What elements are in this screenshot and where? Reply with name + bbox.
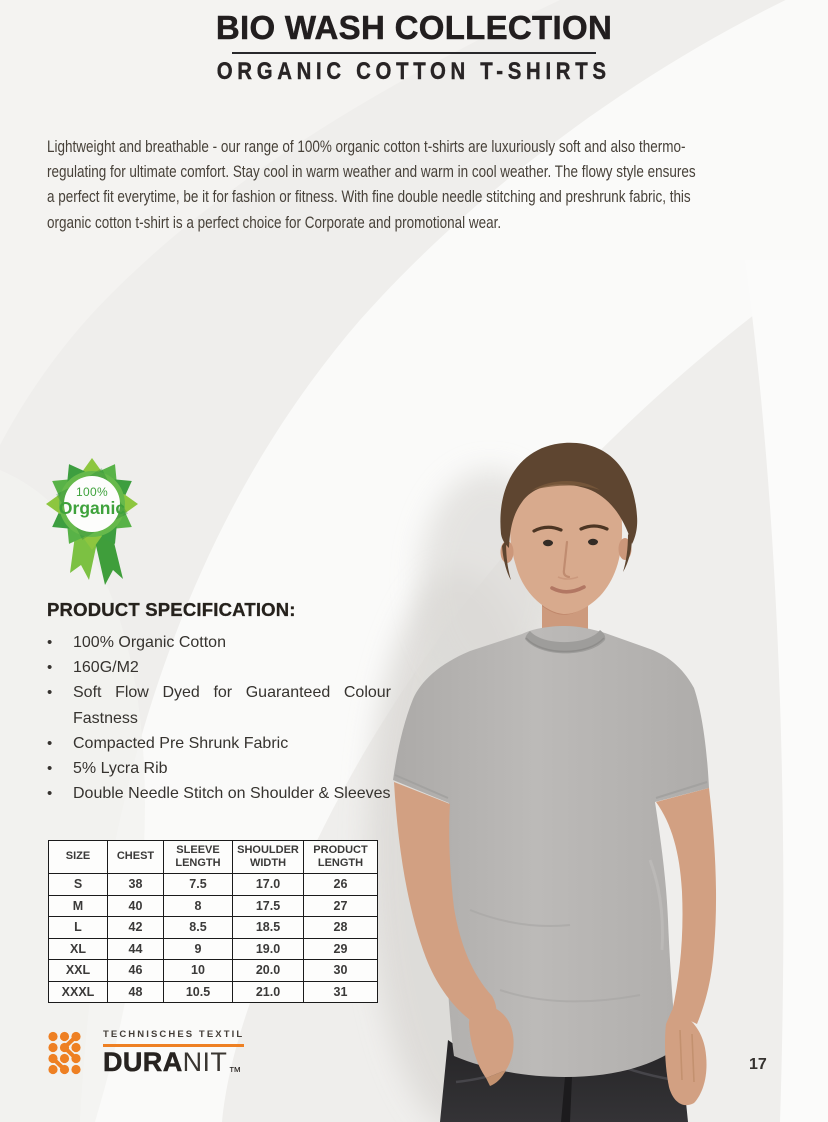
size-table-cell: 21.0	[233, 981, 304, 1003]
size-table-cell: 8	[164, 895, 233, 917]
size-table-cell: 8.5	[164, 917, 233, 939]
rosette-ribbon-icon	[44, 452, 140, 592]
size-table-cell: 31	[304, 981, 378, 1003]
size-table-cell: 26	[304, 874, 378, 896]
bullet-icon: •	[47, 760, 53, 778]
size-table-cell: 17.5	[233, 895, 304, 917]
size-table-cell: 18.5	[233, 917, 304, 939]
spec-item	[47, 630, 392, 655]
page-title: BIO WASH COLLECTION	[215, 9, 613, 46]
size-table-cell: 29	[304, 938, 378, 960]
size-table-cell: 19.0	[233, 938, 304, 960]
spec-item-text: Compacted Pre Shrunk Fabric	[73, 734, 289, 752]
brand-name	[103, 1047, 244, 1079]
size-table-row	[49, 917, 378, 939]
spec-item-text: 5% Lycra Rib	[73, 760, 168, 778]
spec-item-text: Soft Flow Dyed for Guaranteed Colour Fastness	[73, 684, 391, 727]
bullet-icon: •	[47, 684, 53, 702]
size-table-header-cell: SIZE	[49, 841, 108, 874]
spec-list	[47, 630, 392, 806]
product-specification	[47, 599, 392, 806]
bullet-icon: •	[47, 785, 53, 803]
size-table-cell: XXL	[49, 960, 108, 982]
size-table-header-cell: CHEST	[108, 841, 164, 874]
size-table-cell: XL	[49, 938, 108, 960]
size-table-cell: 10.5	[164, 981, 233, 1003]
brand-name-light: NIT	[182, 1047, 228, 1077]
spec-item	[47, 655, 392, 680]
intro-line: Lightweight and breathable - our range of 100% organic cotton t-shirts are luxuriously soft and also thermo-	[47, 137, 686, 156]
size-table-row	[49, 981, 378, 1003]
size-table-cell: 28	[304, 917, 378, 939]
spec-heading: PRODUCT SPECIFICATION:	[47, 599, 296, 620]
size-table-row	[49, 895, 378, 917]
intro-line: regulating for ultimate comfort. Stay cool in warm weather and warm in cool weather. The flowy style ensures	[47, 162, 696, 182]
badge-text	[44, 486, 140, 517]
intro-line: organic cotton t-shirt is a perfect choice for Corporate and promotional wear.	[47, 212, 502, 232]
badge-label: Organic	[58, 497, 126, 518]
size-table-cell: 10	[164, 960, 233, 982]
bullet-icon: •	[47, 734, 53, 752]
trademark-symbol: ™	[228, 1064, 242, 1079]
badge-percent: 100%	[76, 485, 108, 499]
spec-item	[47, 756, 392, 781]
title-divider	[232, 52, 596, 55]
organic-badge	[44, 452, 140, 592]
spec-item	[47, 731, 392, 756]
page-subtitle: ORGANIC COTTON T-SHIRTS	[217, 58, 611, 86]
size-table-cell: 17.0	[233, 874, 304, 896]
size-table-cell: 46	[108, 960, 164, 982]
size-table-body	[49, 874, 378, 1003]
size-table-cell: 42	[108, 917, 164, 939]
brand-tagline: TECHNISCHES TEXTIL	[103, 1029, 244, 1047]
size-table-cell: 38	[108, 874, 164, 896]
brand-name-bold: DURA	[103, 1047, 183, 1077]
header	[0, 11, 828, 84]
size-table-cell: 48	[108, 981, 164, 1003]
size-table	[48, 840, 378, 1003]
bullet-icon: •	[47, 634, 53, 651]
brand-logo	[46, 1029, 245, 1079]
size-table-cell: L	[49, 917, 108, 939]
brand-text	[103, 1029, 245, 1079]
size-table-cell: XXXL	[49, 981, 108, 1003]
size-table-cell: 27	[304, 895, 378, 917]
size-table-header-cell: PRODUCT LENGTH	[304, 841, 378, 874]
size-table-cell: 20.0	[233, 960, 304, 982]
page-number: 17	[749, 1056, 767, 1073]
size-table-cell: 44	[108, 938, 164, 960]
size-table-cell: S	[49, 874, 108, 896]
bullet-icon: •	[47, 659, 53, 677]
size-table-header-cell: SHOULDER WIDTH	[233, 841, 304, 874]
model-photo	[320, 430, 828, 1122]
spec-item-text: Double Needle Stitch on Shoulder & Sleeves	[73, 785, 391, 803]
spec-item-text: 160G/M2	[73, 659, 139, 677]
size-table-cell: 30	[304, 960, 378, 982]
size-table-cell: M	[49, 895, 108, 917]
size-table-row	[49, 938, 378, 960]
duranit-dots-icon	[46, 1029, 92, 1076]
spec-item-text: 100% Organic Cotton	[73, 634, 226, 651]
size-table-cell: 9	[164, 938, 233, 960]
size-table-row	[49, 874, 378, 896]
size-table-row	[49, 960, 378, 982]
size-table-cell: 40	[108, 895, 164, 917]
intro-text	[47, 134, 792, 235]
spec-item	[47, 680, 392, 730]
size-table-header-row	[49, 841, 378, 874]
intro-line: a perfect fit everytime, be it for fashion or fitness. With fine double needle stitching and preshrunk fabric, this	[47, 187, 691, 207]
spec-item	[47, 781, 392, 806]
size-table-header-cell: SLEEVE LENGTH	[164, 841, 233, 874]
size-table-cell: 7.5	[164, 874, 233, 896]
